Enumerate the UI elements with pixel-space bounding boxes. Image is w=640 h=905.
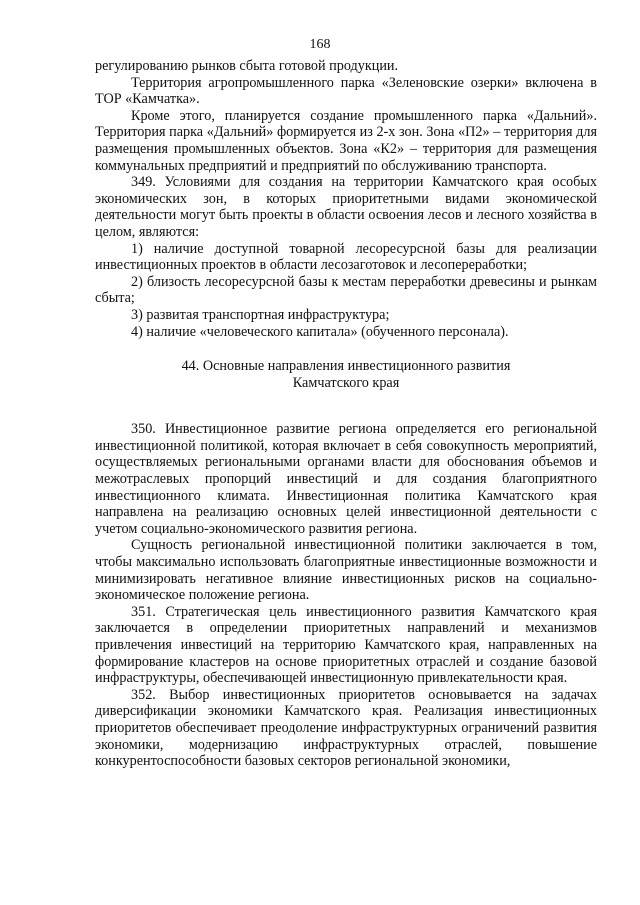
list-item-2: 2) близость лесоресурсной базы к местам переработки древесины и рынкам сбыта; — [95, 273, 597, 307]
paragraph-continuation: регулированию рынков сбыта готовой продукции. — [95, 58, 399, 74]
list-item-1: 1) наличие доступной товарной лесоресурсной базы для реализации инвестиционных проектов в области лесозаготовок и лесопереработки; — [95, 240, 597, 274]
paragraph-dalniy-park: Кроме этого, планируется создание промышленного парка «Дальний». Территория парка «Дальний» формируется из 2-х зон. Зона «П2» – территория для размещения промышленных объектов. Зона «К2» – территория для размещения коммунальных предприятий и предприятий по обслуживанию транспорта. — [95, 107, 597, 174]
section-heading-line2: Камчатского края — [292, 374, 400, 391]
list-item-4: 4) наличие «человеческого капитала» (обученного персонала). — [131, 323, 509, 340]
paragraph-349: 349. Условиями для создания на территории Камчатского края особых экономических зон, в которых приоритетными видами экономической деятельности могут быть проекты в области освоения лесов и лесного хозяйства в целом, являются: — [95, 174, 597, 240]
section-heading-line1: 44. Основные направления инвестиционного развития — [181, 358, 511, 375]
paragraph-352: 352. Выбор инвестиционных приоритетов основывается на задачах диверсификации экономики Камчатского края. Реализация инвестиционных приоритетов обеспечивает преодоление инфраструктурных ограничений развития экономики, модернизацию инфраструктурных отраслей, повышение конкурентоспособности базовых секторов региональной экономики, — [95, 686, 597, 770]
paragraph-essence: Сущность региональной инвестиционной политики заключается в том, чтобы максимально использовать благоприятные инвестиционные возможности и минимизировать негативное влияние инвестиционных рисков на социально-экономическое положение региона. — [95, 537, 597, 604]
paragraph-351: 351. Стратегическая цель инвестиционного развития Камчатского края заключается в определении приоритетных направлений и механизмов привлечения инвестиций на территорию Камчатского края, направленных на формирование кластеров на основе приоритетных отраслей и создание базовой инфраструктуры, обеспечивающей инвестиционную привлекательности края. — [95, 603, 597, 687]
section-heading — [95, 358, 597, 391]
document-body — [95, 58, 597, 770]
page-number: 168 — [309, 37, 331, 52]
list-item-3: 3) развитая транспортная инфраструктура; — [131, 306, 390, 323]
paragraph-zelenovskie: Территория агропромышленного парка «Зеленовские озерки» включена в ТОР «Камчатка». — [95, 74, 597, 108]
paragraph-350: 350. Инвестиционное развитие региона определяется его региональной инвестиционной политикой, которая включает в себя совокупность мероприятий, осуществляемых региональными органами власти для обоснования объемов и межотраслевых пропорций инвестиций и для создания благоприятного инвестиционного климата. Инвестиционная политика Камчатского края направлена на реализацию основных целей инвестиционной деятельности с учетом социально-экономического развития региона. — [95, 421, 597, 537]
